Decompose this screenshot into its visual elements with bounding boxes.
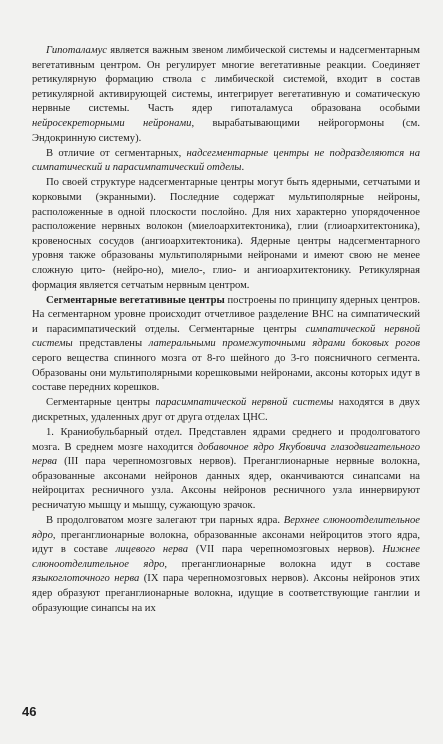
- italic-term: надсегментарные центры не подразделяются на симпатический и парасимпатический отделы: [32, 147, 420, 174]
- text-run: , вырабатывающими нейрогормоны (см. Эндокринную систему).: [32, 117, 420, 144]
- text-run: В продолговатом мозге залегают три парных ядра.: [46, 515, 284, 526]
- text-run: построены по принципу ядерных центров. На сегментарном уровне происходит отчетливое разделение ВНС на симпатический и парасимпатический отделы. Сегментарные центры: [32, 294, 420, 335]
- italic-term: нейросекреторными нейронами: [32, 117, 192, 129]
- bold-term: Сегментарные вегетативные центры: [46, 294, 225, 306]
- text-run: (IX пара черепномозговых нервов). Аксоны нейронов этих ядер образуют преганглионарные волокна, идущие в соответствующие ганглии и образующие синапсы на их: [32, 573, 420, 614]
- text-run: 1. Краниобульбарный отдел. Представлен ядрами среднего и продолговатого мозга. В среднем мозге находится: [32, 426, 420, 453]
- italic-term: Верхнее слюноотделительное ядро: [32, 515, 420, 541]
- text-run: является важным звеном лимбической системы и надсегментарным вегетативным центром. Он регулирует многие вегетативные реакции. Соединяет ретикулярную формацию ствола с лимбической системой, входит в состав ретикулярной активирующей системы, интегрирует вегетативную и соматическую нервные системы. Часть ядер гипоталамуса образована особыми: [32, 45, 420, 115]
- page-number: 46: [22, 704, 37, 719]
- text-run: представлены: [72, 338, 149, 350]
- paragraph: [32, 44, 420, 146]
- italic-term: языкоглоточного нерва: [32, 573, 140, 585]
- text-run: серого вещества спинного мозга от 8-го шейного до 3-го поясничного сегмента. Образованы они мультиполярными корешковыми нейронами, аксоны которых идут в составе передних корешков.: [32, 352, 420, 394]
- paragraph: [32, 176, 420, 293]
- text-run: находятся в двух дискретных, удаленных друг от друга отделах ЦНС.: [32, 397, 420, 423]
- italic-term: симпатической нервной системы: [32, 323, 420, 350]
- text-run: В отличие от сегментарных,: [46, 147, 187, 159]
- paragraph: [32, 396, 420, 425]
- text-run: (VII пара черепномозговых нервов).: [188, 544, 383, 556]
- paragraph: [32, 147, 420, 176]
- italic-term: лицевого нерва: [115, 544, 189, 556]
- paragraph: [32, 426, 420, 514]
- text-run: Сегментарные центры: [46, 397, 156, 409]
- italic-term: парасимпатической нервной системы: [155, 397, 334, 409]
- text-run: , преганглионарные волокна идут в составе: [164, 558, 420, 570]
- text-run: , преганглионарные волокна, образованные аксонами нейроцитов этого ядра, идут в составе: [32, 529, 420, 556]
- text-run: .: [241, 162, 245, 174]
- italic-term: добавочное ядро Якубовича глазодвигательного нерва: [32, 441, 420, 468]
- paragraph: [32, 514, 420, 616]
- italic-term: Гипоталамус: [46, 45, 108, 56]
- text-run: (III пара черепномозговых нервов). Преганглионарные нервные волокна, образованные аксонами нейронов данных ядер, оканчиваются синапсами на нейроцитах ресничного узла. Аксоны нейронов ресничного узла иннервируют ресничатую мышцу и мышцу, сужающую зрачок.: [32, 456, 420, 511]
- body-text: [32, 44, 420, 616]
- italic-term: латеральными промежуточными ядрами боковых рогов: [148, 338, 420, 350]
- text-run: По своей структуре надсегментарные центры могут быть ядерными, сетчатыми и корковыми (экранными). Последние содержат мультиполярные нейроны, расположенные в одной плоскости послойно. Для них характерно упорядоченное расположение нервных волокон (миелоархитектоника), глии (глиоархитектоника), кровеносных сосудов (ангиоархитектоника). Ядерные центры надсегментарного уровня также образованы мультиполярными нейронами и имеют свою не менее сложную цито- (нейро-но), миело-, глио- и ангиоархитектонику. Ретикулярная формация является сетчатым нервным центром.: [32, 177, 420, 291]
- paragraph: [32, 294, 420, 396]
- italic-term: Нижнее слюноотделительное ядро: [32, 544, 420, 570]
